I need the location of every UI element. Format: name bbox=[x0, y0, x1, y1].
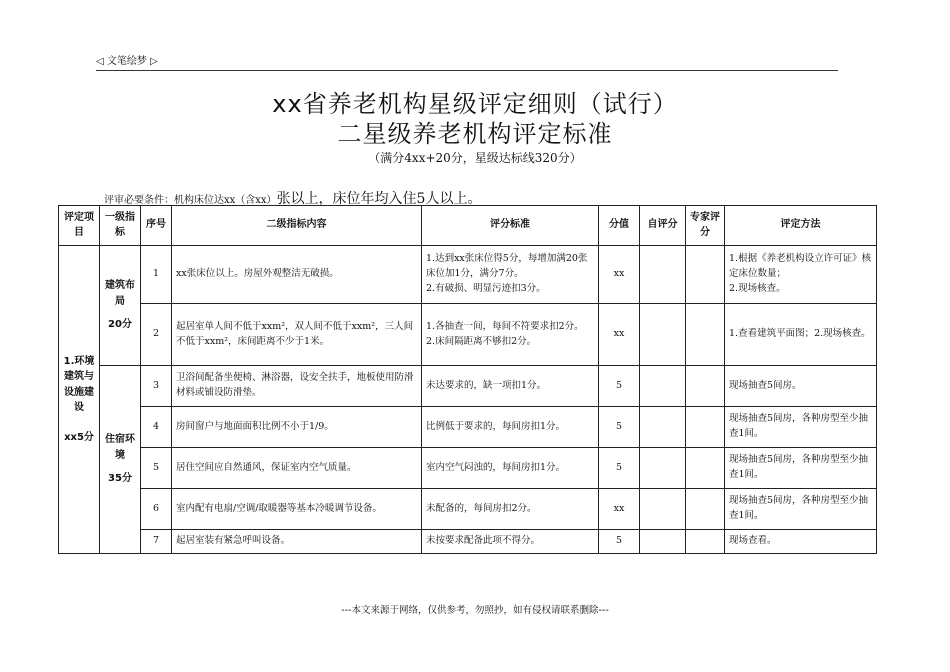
row-content: 起居室单人间不低于xxm²，双人间不低于xxm²，三人间不低于xxm²，床间距离不少于1米。 bbox=[172, 304, 422, 366]
row-expert-score bbox=[686, 246, 725, 304]
table-row bbox=[59, 530, 877, 554]
col-header: 二级指标内容 bbox=[172, 206, 422, 246]
row-method: 现场抽查5间房，各种房型至少抽查1间。 bbox=[725, 407, 877, 448]
table-row bbox=[59, 366, 877, 407]
row-method: 现场查看。 bbox=[725, 530, 877, 554]
row-method: 现场抽查5间房。 bbox=[725, 366, 877, 407]
row-self-score bbox=[640, 448, 686, 489]
group-cell bbox=[100, 366, 141, 554]
row-no: 5 bbox=[141, 448, 172, 489]
row-standard: 室内空气闷浊的，每间房扣1分。 bbox=[422, 448, 599, 489]
row-method: 现场抽查5间房，各种房型至少抽查1间。 bbox=[725, 448, 877, 489]
row-standard: 未按要求配备此项不得分。 bbox=[422, 530, 599, 554]
header-row bbox=[59, 206, 877, 246]
group-name: 住宿环境 bbox=[105, 434, 135, 461]
score-summary: （满分4xx+20分，星级达标线320分） bbox=[368, 151, 582, 165]
col-header: 评分标准 bbox=[422, 206, 599, 246]
row-standard: 1.达到xx张床位得5分，每增加满20张床位加1分，满分7分。 2.有破损、明显污迹扣3分。 bbox=[422, 246, 599, 304]
col-header: 评定方法 bbox=[725, 206, 877, 246]
row-self-score bbox=[640, 407, 686, 448]
group-cell bbox=[100, 246, 141, 366]
col-header: 专家评分 bbox=[686, 206, 725, 246]
row-no: 3 bbox=[141, 366, 172, 407]
table-row bbox=[59, 448, 877, 489]
row-standard: 未配备的，每间房扣2分。 bbox=[422, 489, 599, 530]
row-no: 7 bbox=[141, 530, 172, 554]
table-row bbox=[59, 407, 877, 448]
row-content: xx张床位以上。房屋外观整洁无破损。 bbox=[172, 246, 422, 304]
row-expert-score bbox=[686, 407, 725, 448]
col-header: 分值 bbox=[599, 206, 640, 246]
criteria-table bbox=[58, 205, 877, 554]
row-no: 1 bbox=[141, 246, 172, 304]
table-row bbox=[59, 489, 877, 530]
row-self-score bbox=[640, 366, 686, 407]
requirement-main: 张以上，床位年均入住5人以上。 bbox=[276, 191, 482, 207]
row-expert-score bbox=[686, 448, 725, 489]
row-content: 起居室装有紧急呼叫设备。 bbox=[172, 530, 422, 554]
header-brand: ◁ 文笔绘梦 ▷ bbox=[96, 56, 158, 67]
requirement-prefix: 评审必要条件：机构床位达xx（含xx） bbox=[104, 195, 277, 206]
group-name: 建筑布局 bbox=[105, 280, 135, 307]
row-method: 1.根据《养老机构设立许可证》核定床位数量； 2.现场核查。 bbox=[725, 246, 877, 304]
group-score: 20分 bbox=[108, 319, 132, 331]
col-header: 评定项目 bbox=[59, 206, 100, 246]
row-expert-score bbox=[686, 489, 725, 530]
row-standard: 1.各抽查一间，每间不符要求扣2分。 2.床间隔距离不够扣2分。 bbox=[422, 304, 599, 366]
row-score: 5 bbox=[599, 448, 640, 489]
row-self-score bbox=[640, 304, 686, 366]
row-no: 2 bbox=[141, 304, 172, 366]
row-content: 房间窗户与地面面积比例不小于1/9。 bbox=[172, 407, 422, 448]
row-score: xx bbox=[599, 246, 640, 304]
row-score: xx bbox=[599, 304, 640, 366]
row-score: 5 bbox=[599, 366, 640, 407]
row-score: 5 bbox=[599, 407, 640, 448]
row-method: 现场抽查5间房，各种房型至少抽查1间。 bbox=[725, 489, 877, 530]
row-content: 室内配有电扇/空调/取暖器等基本冷暖调节设备。 bbox=[172, 489, 422, 530]
row-content: 卫浴间配备坐便椅、淋浴器，设安全扶手，地板使用防滑材料或铺设防滑垫。 bbox=[172, 366, 422, 407]
row-no: 6 bbox=[141, 489, 172, 530]
row-standard: 比例低于要求的，每间房扣1分。 bbox=[422, 407, 599, 448]
row-self-score bbox=[640, 530, 686, 554]
row-self-score bbox=[640, 246, 686, 304]
row-score: xx bbox=[599, 489, 640, 530]
group-score: 35分 bbox=[108, 473, 132, 485]
row-method: 1.查看建筑平面图；2.现场核查。 bbox=[725, 304, 877, 366]
category-name: 1.环境建筑与设施建设 bbox=[63, 355, 95, 414]
col-header: 序号 bbox=[141, 206, 172, 246]
category-cell bbox=[59, 246, 100, 554]
row-standard: 未达要求的，缺一项扣1分。 bbox=[422, 366, 599, 407]
col-header: 一级指标 bbox=[100, 206, 141, 246]
footer-disclaimer: ---本文来源于网络，仅供参考，勿照抄，如有侵权请联系删除--- bbox=[341, 605, 609, 616]
row-no: 4 bbox=[141, 407, 172, 448]
row-expert-score bbox=[686, 304, 725, 366]
row-score: 5 bbox=[599, 530, 640, 554]
category-score: xx5分 bbox=[64, 431, 94, 443]
document-title: xx省养老机构星级评定细则（试行） bbox=[272, 90, 678, 118]
col-header: 自评分 bbox=[640, 206, 686, 246]
page-header bbox=[96, 50, 838, 71]
table-row bbox=[59, 246, 877, 304]
row-self-score bbox=[640, 489, 686, 530]
row-expert-score bbox=[686, 366, 725, 407]
row-content: 居住空间应自然通风，保证室内空气质量。 bbox=[172, 448, 422, 489]
table-row bbox=[59, 304, 877, 366]
row-expert-score bbox=[686, 530, 725, 554]
document-subtitle-title: 二星级养老机构评定标准 bbox=[337, 120, 613, 148]
